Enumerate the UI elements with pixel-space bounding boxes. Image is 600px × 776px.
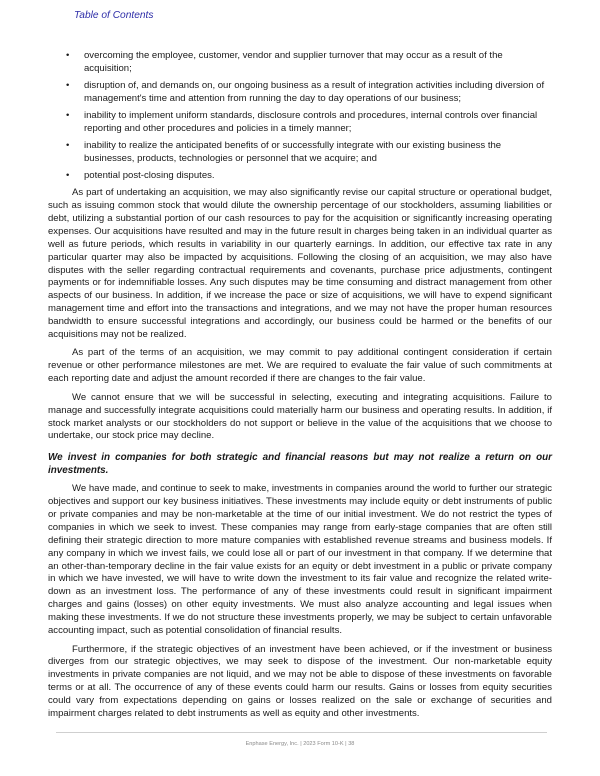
- risk-bullet-list: [48, 50, 552, 183]
- bullet-text: inability to realize the anticipated benefits of or successfully integrate with our existing business the businesses, products, technologies or personnel that we acquire; and: [84, 140, 502, 164]
- bullet-icon: •: [66, 50, 70, 61]
- paragraph-contingent-consideration: As part of the terms of an acquisition, we may commit to pay additional contingent consideration if certain revenue or other performance milestones are met. We are required to evaluate the fair value of such commitments at each reporting date and adjust the amount recorded if there are changes to the fair value.: [48, 347, 552, 385]
- bullet-text: inability to implement uniform standards, disclosure controls and procedures, internal controls over financial reporting and other procedures and policies in a timely manner;: [84, 110, 538, 134]
- bullet-item: [48, 110, 552, 136]
- table-of-contents-link[interactable]: Table of Contents: [74, 10, 154, 21]
- document-body: [48, 50, 552, 726]
- paragraph-acquisition-success: We cannot ensure that we will be successful in selecting, executing and integrating acquisitions. Failure to manage and successfully integrate acquisitions could materially harm our business and operating results. In addition, if stock market analysts or our stockholders do not support or believe in the value of the acquisitions that we choose to undertake, our stock price may decline.: [48, 391, 552, 442]
- page-footer: Enphase Energy, Inc. | 2023 Form 10-K | 38: [245, 741, 355, 747]
- bullet-icon: •: [66, 170, 70, 181]
- bullet-text: overcoming the employee, customer, vendor and supplier turnover that may occur as a result of the acquisition;: [84, 50, 503, 74]
- bullet-item: [48, 140, 552, 166]
- paragraph-dispose-investments: Furthermore, if the strategic objectives of an investment have been achieved, or if the investment or business diverges from our strategic objectives, we may seek to dispose of the investment. Our non-marketable equity investments in private companies are not liquid, and we may not be able to dispose of these investments on favorable terms or at all. The occurrence of any of these events could harm our results. Gains or losses from equity securities could vary from expectations depending on gains or losses realized on the sale or exchange of securities and impairment charges related to debt instruments as well as equity and other investments.: [48, 643, 552, 720]
- bullet-icon: •: [66, 140, 70, 151]
- paragraph-investments: We have made, and continue to seek to make, investments in companies around the world to further our strategic objectives and support our key business initiatives. These investments may include equity or debt instruments of public or private companies and may be non-marketable at the time of our initial investment. We do not restrict the types of companies in which we seek to invest. These companies may range from early-stage companies that are often still defining their strategic direction to more mature companies with established revenue streams and business models. If any company in which we invest fails, we could lose all or part of our investment in that company. If we determine that an other-than-temporary decline in the fair value exists for an equity or debt investment in a public or private company in which we have invested, we will have to write down the investment to its fair value and recognize the related write-down as an investment loss. The performance of any of these investments could result in significant impairment charges and gains (losses) on other equity investments. We must also analyze accounting and legal issues when making these investments. If we do not structure these investments properly, we may be subject to certain unfavorable accounting impact, such as potential consolidation of financial results.: [48, 483, 552, 637]
- bullet-item: [48, 80, 552, 106]
- bullet-icon: •: [66, 110, 70, 121]
- bullet-item: [48, 170, 552, 183]
- footer-divider: [56, 732, 547, 733]
- bullet-text: disruption of, and demands on, our ongoing business as a result of integration activities including diversion of management's time and attention from running the day to day operations of our business;: [84, 80, 545, 104]
- bullet-text: potential post-closing disputes.: [84, 170, 215, 181]
- paragraph-capital-structure: As part of undertaking an acquisition, we may also significantly revise our capital structure or operational budget, such as issuing common stock that would dilute the ownership percentage of our stockholders, assuming liabilities or debt, utilizing a substantial portion of our cash resources to pay for the acquisition or significantly increasing operating expenses. Our acquisitions have resulted and may in the future result in charges being taken in an individual quarter as well as future periods, which results in variability in our quarterly earnings. In addition, our effective tax rate in any particular quarter may also be impacted by acquisitions. Following the closing of an acquisition, we may also have disputes with the seller regarding contractual requirements and covenants, purchase price adjustments, contingent payments or for indemnifiable losses. Any such disputes may be time consuming and distract management from other aspects of our business. In addition, if we increase the pace or size of acquisitions, we will have to expend significant management time and effort into the transactions and integrations, and we may not have the proper human resources bandwidth to ensure successful integrations and accordingly, our business could be harmed or the benefits of our acquisitions may not be realized.: [48, 187, 552, 341]
- bullet-item: [48, 50, 552, 76]
- bullet-icon: •: [66, 80, 70, 91]
- section-heading: We invest in companies for both strategic and financial reasons but may not realize a return on our investments.: [48, 452, 552, 477]
